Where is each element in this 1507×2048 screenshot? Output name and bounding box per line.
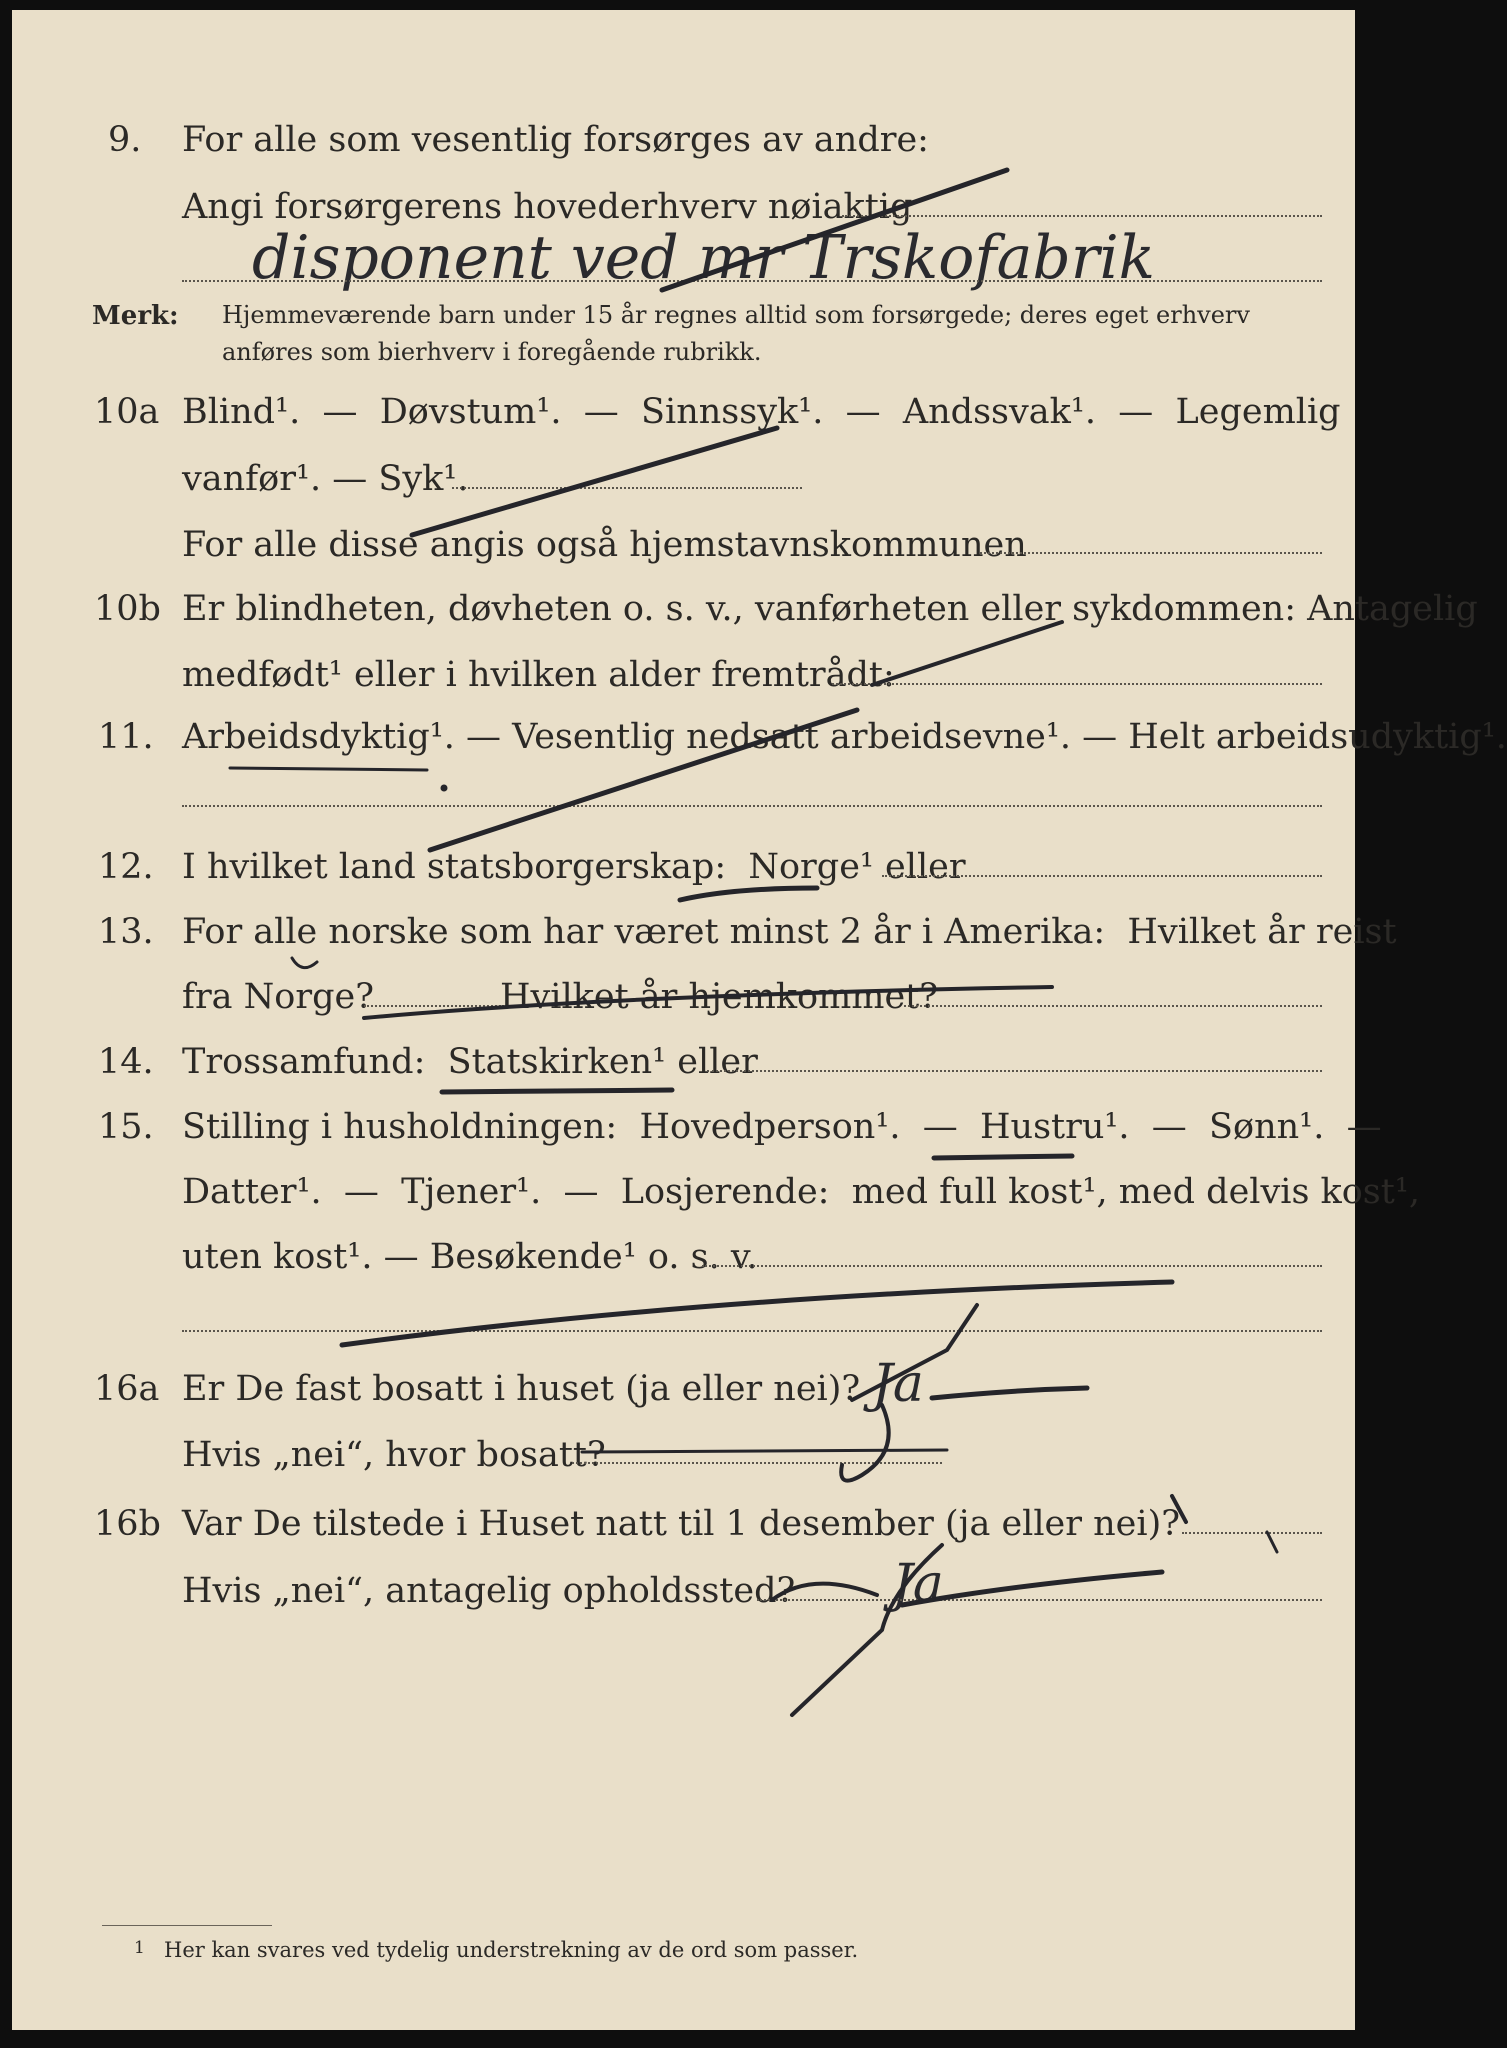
q13-line2b: Hvilket år hjemkommet? [500, 977, 939, 1017]
q16b-fill-line-1 [1182, 1532, 1322, 1534]
q14-underline [442, 1090, 672, 1092]
q13-line1: For alle norske som har været minst 2 år i Amerika: Hvilket år reist [182, 912, 1397, 952]
q16a-dash [582, 1450, 947, 1452]
q13-fill-line-2 [904, 1005, 1322, 1007]
q14-number: 14. [98, 1042, 154, 1082]
q10b-fill-line [832, 683, 1322, 685]
merk-line2: anføres som bierhverv i foregående rubrikk. [222, 338, 762, 366]
q10a-line3: For alle disse angis også hjemstavnskommunen [182, 525, 1027, 565]
q11-dot [441, 785, 448, 792]
q15-line3: uten kost¹. — Besøkende¹ o. s. v. [182, 1237, 758, 1277]
q12-underline [680, 888, 817, 900]
q10b-cancel-stroke [872, 622, 1062, 685]
q10b-number: 10b [94, 589, 161, 629]
merk-line1: Hjemmeværende barn under 15 år regnes alltid som forsørgede; deres eget erhverv [222, 301, 1250, 329]
q11-fill-line [182, 805, 1322, 807]
q10b-line1: Er blindheten, døvheten o. s. v., vanførheten eller sykdommen: Antagelig [182, 589, 1478, 629]
q16a-number: 16a [94, 1369, 160, 1409]
q16a-ja-loop [841, 1405, 889, 1481]
q16b-line1: Var De tilstede i Huset natt til 1 desember (ja eller nei)? [182, 1504, 1180, 1544]
q10a-line1: Blind¹. — Døvstum¹. — Sinnssyk¹. — Andssvak¹. — Legemlig [182, 392, 1341, 432]
q13-line2a: fra Norge? [182, 977, 374, 1017]
q10a-fill-line-1 [452, 487, 802, 489]
q10a-line2: vanfør¹. — Syk¹. [182, 459, 469, 499]
q16a-line1: Er De fast bosatt i huset (ja eller nei)? [182, 1369, 861, 1409]
merk-label: Merk: [92, 301, 179, 331]
q16a-ja-stroke [932, 1388, 1087, 1398]
q16b-handwritten-answer: Ja [892, 1554, 944, 1614]
q16b-line2: Hvis „nei“, antagelig opholdssted? [182, 1571, 796, 1611]
q9-fill-line-1 [842, 215, 1322, 217]
q13-fill-line-1 [364, 1005, 504, 1007]
q15-line2: Datter¹. — Tjener¹. — Losjerende: med full kost¹, med delvis kost¹, [182, 1172, 1420, 1212]
q13-number: 13. [98, 912, 154, 952]
q15-number: 15. [98, 1107, 154, 1147]
q16b-fill-line-2 [757, 1599, 1322, 1601]
q16a-line2: Hvis „nei“, hvor bosatt? [182, 1435, 606, 1475]
q12-fill-line [882, 875, 1322, 877]
census-form-page [12, 10, 1507, 2030]
q9-fill-line-2 [182, 280, 1322, 282]
q16a-handwritten-answer: Ja [872, 1354, 924, 1414]
q14-line1: Trossamfund: Statskirken¹ eller [182, 1042, 758, 1082]
q14-fill-line [707, 1070, 1322, 1072]
q9-line1: For alle som vesentlig forsørges av andre: [182, 120, 929, 160]
q16b-number: 16b [94, 1504, 161, 1544]
footnote-marker: 1 [134, 1938, 145, 1958]
q15-line1: Stilling i husholdningen: Hovedperson¹. — Hustru¹. — Sønn¹. — [182, 1107, 1382, 1147]
q10a-fill-line-2 [980, 552, 1322, 554]
footnote-text: Her kan svares ved tydelig understrekning av de ord som passer. [164, 1938, 859, 1962]
q11-line1: Arbeidsdyktig¹. — Vesentlig nedsatt arbeidsevne¹. — Helt arbeidsudyktig¹. [182, 717, 1507, 757]
q11-underline [230, 768, 427, 770]
q15-fill-line-2 [182, 1330, 1322, 1332]
q16a-fill-line [572, 1462, 942, 1464]
q12-number: 12. [98, 847, 154, 887]
q9-number: 9. [108, 120, 142, 160]
q12-line1: I hvilket land statsborgerskap: Norge¹ eller [182, 847, 966, 887]
q16b-tick-2 [1267, 1532, 1277, 1552]
q13-tick [292, 958, 317, 968]
q15-cancel-stroke [342, 1282, 1172, 1345]
q9-handwritten-answer: disponent ved mr Trskofabrik [252, 223, 1156, 293]
q15-underline [934, 1156, 1072, 1158]
footnote-rule [102, 1925, 272, 1926]
q10a-number: 10a [94, 392, 160, 432]
q11-number: 11. [98, 717, 154, 757]
q10b-line2: medfødt¹ eller i hvilken alder fremtrådt: [182, 655, 895, 695]
q15-fill-line-1 [702, 1265, 1322, 1267]
q9-line2: Angi forsørgerens hovederhverv nøiaktig [182, 187, 913, 227]
